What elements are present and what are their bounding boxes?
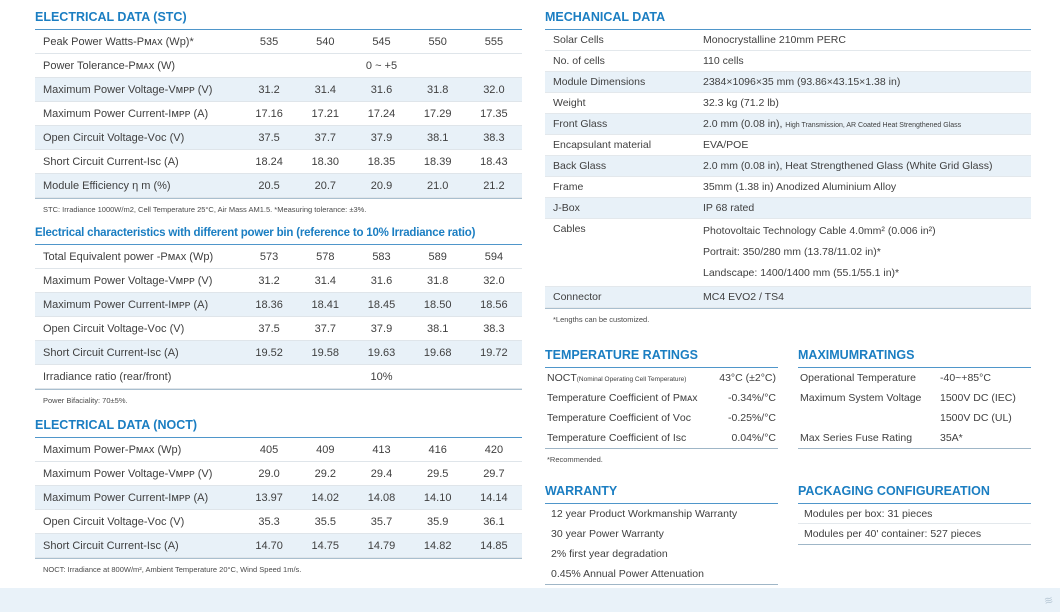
row-value: 35A*	[940, 432, 963, 444]
row-value: 578	[316, 250, 335, 263]
row-value: 31.4	[314, 83, 336, 96]
row-value: 14.08	[367, 491, 396, 504]
row-value: 14.85	[480, 539, 508, 552]
row-value: -40~+85°C	[940, 372, 991, 384]
cable-line: Landscape: 1400/1400 mm (55.1/55.1 in)*	[703, 267, 900, 279]
row-label: Maximum Power-Pᴍᴀx (Wp)	[43, 443, 182, 456]
temperature-table	[545, 368, 778, 449]
row-value: 17.29	[423, 107, 452, 120]
table-row	[35, 341, 522, 365]
row-value: 38.1	[426, 322, 449, 335]
row-label: Max Series Fuse Rating	[800, 432, 913, 444]
left-column	[35, 8, 522, 585]
row-value: 110 cells	[703, 55, 744, 67]
row-label: Short Circuit Current-Isᴄ (A)	[43, 155, 179, 168]
table-row	[545, 93, 1031, 114]
row-label-detail: (Nominal Operating Cell Temperature)	[576, 376, 687, 383]
mechanical-table	[545, 30, 1031, 309]
row-value: 32.0	[483, 274, 505, 287]
row-label: Total Equivalent power -Pᴍᴀx (Wp)	[43, 250, 214, 263]
row-value: 594	[484, 250, 504, 263]
table-row	[35, 365, 522, 389]
row-value: 14.02	[311, 491, 340, 504]
row-value: 21.0	[426, 179, 449, 192]
stc-footnote: STC: Irradiance 1000W/m2, Cell Temperature 25°C, Air Mass AM1.5. *Measuring tolerance: ±3%.	[43, 205, 367, 214]
row-value: 31.2	[258, 274, 280, 287]
row-value: 35mm (1.38 in) Anodized Aluminium Alloy	[703, 181, 897, 193]
row-value: 18.36	[255, 298, 283, 311]
table-row	[545, 51, 1031, 72]
row-value: 416	[428, 443, 447, 456]
noct-footnote: NOCT: Irradiance at 800W/m², Ambient Temperature 20°C, Wind Speed 1m/s.	[43, 565, 302, 574]
row-value: 18.35	[367, 155, 396, 168]
row-label: Power Tolerance-Pᴍᴀx (W)	[43, 59, 176, 72]
row-value: 420	[484, 443, 504, 456]
row-label: Maximum Power Voltage-Vᴍᴘᴘ (V)	[43, 274, 213, 287]
section-title-temperature: TEMPERATURE RATINGS	[545, 346, 778, 368]
row-value: 35.9	[426, 515, 449, 528]
row-value: 589	[428, 250, 447, 263]
row-value: 35.3	[258, 515, 280, 528]
row-label: Short Circuit Current-Isᴄ (A)	[43, 346, 179, 359]
table-row	[35, 438, 522, 462]
table-row	[35, 269, 522, 293]
row-value: 19.72	[480, 346, 508, 359]
section-title-packaging: PACKAGING CONFIGUREATION	[798, 482, 1031, 504]
warranty-item: 30 year Power Warranty	[551, 528, 664, 540]
section-packaging	[798, 482, 1031, 602]
table-row	[545, 156, 1031, 177]
row-value: 19.52	[255, 346, 283, 359]
table-row	[545, 368, 778, 388]
row-value: 20.9	[370, 179, 393, 192]
table-row	[35, 30, 522, 54]
row-label: J-Box	[553, 202, 580, 214]
row-value	[940, 388, 1031, 428]
row-value: -0.25%/°C	[728, 412, 776, 424]
section-maximum-ratings	[798, 346, 1031, 466]
section-warranty	[545, 482, 778, 602]
row-value: 540	[316, 35, 335, 48]
row-value: 17.35	[480, 107, 508, 120]
row-value: 17.24	[367, 107, 396, 120]
cable-line: Portrait: 350/280 mm (13.78/11.02 in)*	[703, 246, 881, 258]
row-value: 37.9	[370, 322, 393, 335]
temperature-footnote: *Recommended.	[547, 455, 603, 464]
voltage-line: 1500V DC (IEC)	[940, 392, 1016, 404]
row-value: 13.97	[255, 491, 283, 504]
row-label: Open Circuit Voltage-Vᴏᴄ (V)	[43, 131, 185, 144]
row-value: 37.7	[314, 131, 336, 144]
table-row	[35, 126, 522, 150]
table-row	[545, 428, 778, 448]
row-value: 535	[259, 35, 279, 48]
row-value: 14.79	[367, 539, 396, 552]
row-value: 31.2	[258, 83, 280, 96]
row-value: 18.45	[367, 298, 396, 311]
packaging-item: Modules per 40' container: 527 pieces	[804, 528, 982, 540]
table-row	[798, 368, 1031, 388]
row-value: 550	[428, 35, 447, 48]
row-value: 29.4	[370, 467, 393, 480]
row-value: Monocrystalline 210mm PERC	[703, 34, 846, 46]
table-row	[35, 462, 522, 486]
row-value: 37.5	[258, 322, 280, 335]
row-value: 18.41	[311, 298, 340, 311]
row-value: 409	[316, 443, 335, 456]
row-value: 21.2	[483, 179, 505, 192]
section-electrical-stc	[35, 8, 522, 216]
table-row	[545, 135, 1031, 156]
table-row	[35, 534, 522, 558]
section-temperature-ratings	[545, 346, 778, 466]
table-row	[35, 174, 522, 198]
row-label: Open Circuit Voltage-Vᴏᴄ (V)	[43, 322, 185, 335]
table-row	[545, 72, 1031, 93]
table-row	[545, 30, 1031, 51]
row-value: 32.3 kg (71.2 lb)	[703, 97, 779, 109]
row-value: 573	[259, 250, 279, 263]
row-value: 2384×1096×35 mm (93.86×43.15×1.38 in)	[703, 76, 901, 88]
table-row	[545, 198, 1031, 219]
table-row	[798, 388, 1031, 428]
row-value: 2.0 mm (0.08 in), Heat Strengthened Glass (White Grid Glass)	[703, 160, 993, 172]
table-row	[35, 317, 522, 341]
voltage-line: 1500V DC (UL)	[940, 412, 1012, 424]
row-value: 31.6	[370, 274, 393, 287]
row-value: 37.5	[258, 131, 280, 144]
section-title-maximum: MAXIMUMRATINGS	[798, 346, 1031, 368]
row-value: 19.63	[367, 346, 396, 359]
row-value-main: 2.0 mm (0.08 in),	[703, 118, 786, 130]
row-label: Maximum Power Current-Iᴍᴘᴘ (A)	[43, 298, 209, 311]
row-value: 35.5	[314, 515, 336, 528]
row-value: 17.21	[311, 107, 340, 120]
row-label: Frame	[553, 181, 584, 193]
row-label: Maximum Power Voltage-Vᴍᴘᴘ (V)	[43, 467, 213, 480]
table-row	[545, 388, 778, 408]
mechanical-footnote: *Lengths can be customized.	[553, 315, 650, 324]
row-value: 545	[372, 35, 391, 48]
row-label: Cables	[553, 223, 586, 235]
table-row	[35, 510, 522, 534]
row-value: 583	[372, 250, 391, 263]
row-label: Temperature Coefficient of Vᴏᴄ	[547, 412, 691, 424]
row-value: 38.1	[426, 131, 449, 144]
row-value: 20.7	[314, 179, 336, 192]
power-bin-footnote: Power Bifaciality: 70±5%.	[43, 396, 128, 405]
row-value: 14.14	[480, 491, 508, 504]
row-value: 0.04%/°C	[731, 432, 776, 444]
row-value: 18.39	[423, 155, 452, 168]
table-row	[35, 102, 522, 126]
electrical-noct-table	[35, 438, 522, 559]
section-title-electrical-noct: ELECTRICAL DATA (NOCT)	[35, 416, 522, 438]
row-label: Temperature Coefficient of Pᴍᴀx	[547, 392, 698, 404]
right-column	[545, 8, 1031, 602]
row-value: 14.75	[311, 539, 340, 552]
section-title-power-bin: Electrical characteristics with different power bin (reference to 10% Irradiance ratio)	[35, 225, 522, 245]
row-label: Temperature Coefficient of Isᴄ	[547, 432, 687, 444]
row-value	[703, 118, 1031, 130]
table-row	[35, 245, 522, 269]
row-label: Maximum Power Current-Iᴍᴘᴘ (A)	[43, 107, 209, 120]
row-value: 35.7	[370, 515, 393, 528]
row-value: 413	[372, 443, 391, 456]
row-value: 20.5	[258, 179, 280, 192]
row-value: 18.50	[423, 298, 452, 311]
row-value: 29.2	[314, 467, 336, 480]
row-span-value: 0 ~ +5	[365, 59, 398, 72]
packaging-item: Modules per box: 31 pieces	[798, 504, 1031, 524]
row-value: 14.70	[255, 539, 283, 552]
packaging-list	[798, 504, 1031, 545]
table-row	[35, 293, 522, 317]
table-row	[35, 78, 522, 102]
row-value: 405	[259, 443, 279, 456]
row-value: 38.3	[483, 131, 505, 144]
row-value: MC4 EVO2 / TS4	[703, 291, 784, 303]
row-value: 17.16	[255, 107, 283, 120]
row-label: NOCT(Nominal Operating Cell Temperature)	[547, 372, 687, 384]
row-value: 29.5	[426, 467, 449, 480]
table-row	[545, 177, 1031, 198]
row-value: 19.58	[311, 346, 340, 359]
row-value-detail: High Transmission, AR Coated Heat Strengthened Glass	[785, 122, 962, 129]
row-value: 37.7	[314, 322, 336, 335]
section-electrical-noct	[35, 416, 522, 576]
warranty-item: 2% first year degradation	[551, 548, 668, 560]
table-row	[798, 428, 1031, 448]
row-label: Operational Temperature	[800, 372, 916, 384]
row-value: 555	[484, 35, 504, 48]
section-title-warranty: WARRANTY	[545, 482, 778, 504]
maximum-table	[798, 368, 1031, 449]
row-value: 36.1	[483, 515, 505, 528]
row-value: 29.0	[258, 467, 280, 480]
row-label: Maximum System Voltage	[800, 392, 922, 404]
row-value: 18.43	[480, 155, 508, 168]
row-label: Encapsulant material	[553, 139, 652, 151]
row-label: Maximum Power Voltage-Vᴍᴘᴘ (V)	[43, 83, 213, 96]
table-row	[35, 150, 522, 174]
power-bin-table	[35, 245, 522, 390]
row-value: 29.7	[483, 467, 505, 480]
section-power-bin	[35, 225, 522, 407]
table-row	[545, 408, 778, 428]
row-value: IP 68 rated	[703, 202, 755, 214]
row-value: 37.9	[370, 131, 393, 144]
footer-watermark-icon: ≋	[1042, 594, 1055, 608]
row-value: 18.56	[480, 298, 508, 311]
row-label: Weight	[553, 97, 586, 109]
warranty-packaging-row	[545, 482, 1031, 602]
warranty-list	[545, 504, 778, 585]
row-value: 18.30	[311, 155, 340, 168]
row-label: Peak Power Watts-Pᴍᴀx (Wp)*	[43, 35, 194, 48]
section-title-electrical-stc: ELECTRICAL DATA (STC)	[35, 8, 522, 30]
table-row	[545, 287, 1031, 308]
warranty-item: 12 year Product Workmanship Warranty	[551, 508, 738, 520]
table-row	[35, 486, 522, 510]
section-mechanical	[545, 8, 1031, 326]
electrical-stc-table	[35, 30, 522, 199]
table-row	[35, 54, 522, 78]
section-title-mechanical: MECHANICAL DATA	[545, 8, 1031, 30]
row-label: Irradiance ratio (rear/front)	[43, 370, 172, 383]
table-row	[545, 219, 1031, 287]
row-value: -0.34%/°C	[728, 392, 776, 404]
row-value: 43°C (±2°C)	[719, 372, 776, 384]
row-value	[703, 219, 1031, 286]
row-label: Back Glass	[553, 160, 607, 172]
warranty-item: 0.45% Annual Power Attenuation	[551, 568, 704, 580]
row-label: Open Circuit Voltage-Vᴏᴄ (V)	[43, 515, 185, 528]
row-value: 19.68	[423, 346, 452, 359]
row-value: 14.10	[423, 491, 452, 504]
temperature-maximum-row	[545, 346, 1031, 466]
row-value: EVA/POE	[703, 139, 749, 151]
row-value: 31.4	[314, 274, 336, 287]
row-value: 31.8	[426, 274, 449, 287]
row-span-value: 10%	[370, 370, 393, 383]
row-label: No. of cells	[553, 55, 605, 67]
row-value: 14.82	[423, 539, 452, 552]
row-value: 38.3	[483, 322, 505, 335]
row-label: Short Circuit Current-Isᴄ (A)	[43, 539, 179, 552]
row-label: Front Glass	[553, 118, 608, 130]
row-label: Solar Cells	[553, 34, 604, 46]
row-value: 18.24	[255, 155, 283, 168]
row-value: 32.0	[483, 83, 505, 96]
row-label: Module Dimensions	[553, 76, 646, 88]
row-label: Connector	[553, 291, 602, 303]
footer-strip	[0, 588, 1060, 612]
row-value: 31.6	[370, 83, 393, 96]
row-label: Maximum Power Current-Iᴍᴘᴘ (A)	[43, 491, 209, 504]
row-value: 31.8	[426, 83, 449, 96]
cable-line: Photovoltaic Technology Cable 4.0mm² (0.006 in²)	[703, 225, 936, 237]
table-row	[545, 114, 1031, 135]
row-label: Module Efficiency η m (%)	[43, 179, 171, 192]
